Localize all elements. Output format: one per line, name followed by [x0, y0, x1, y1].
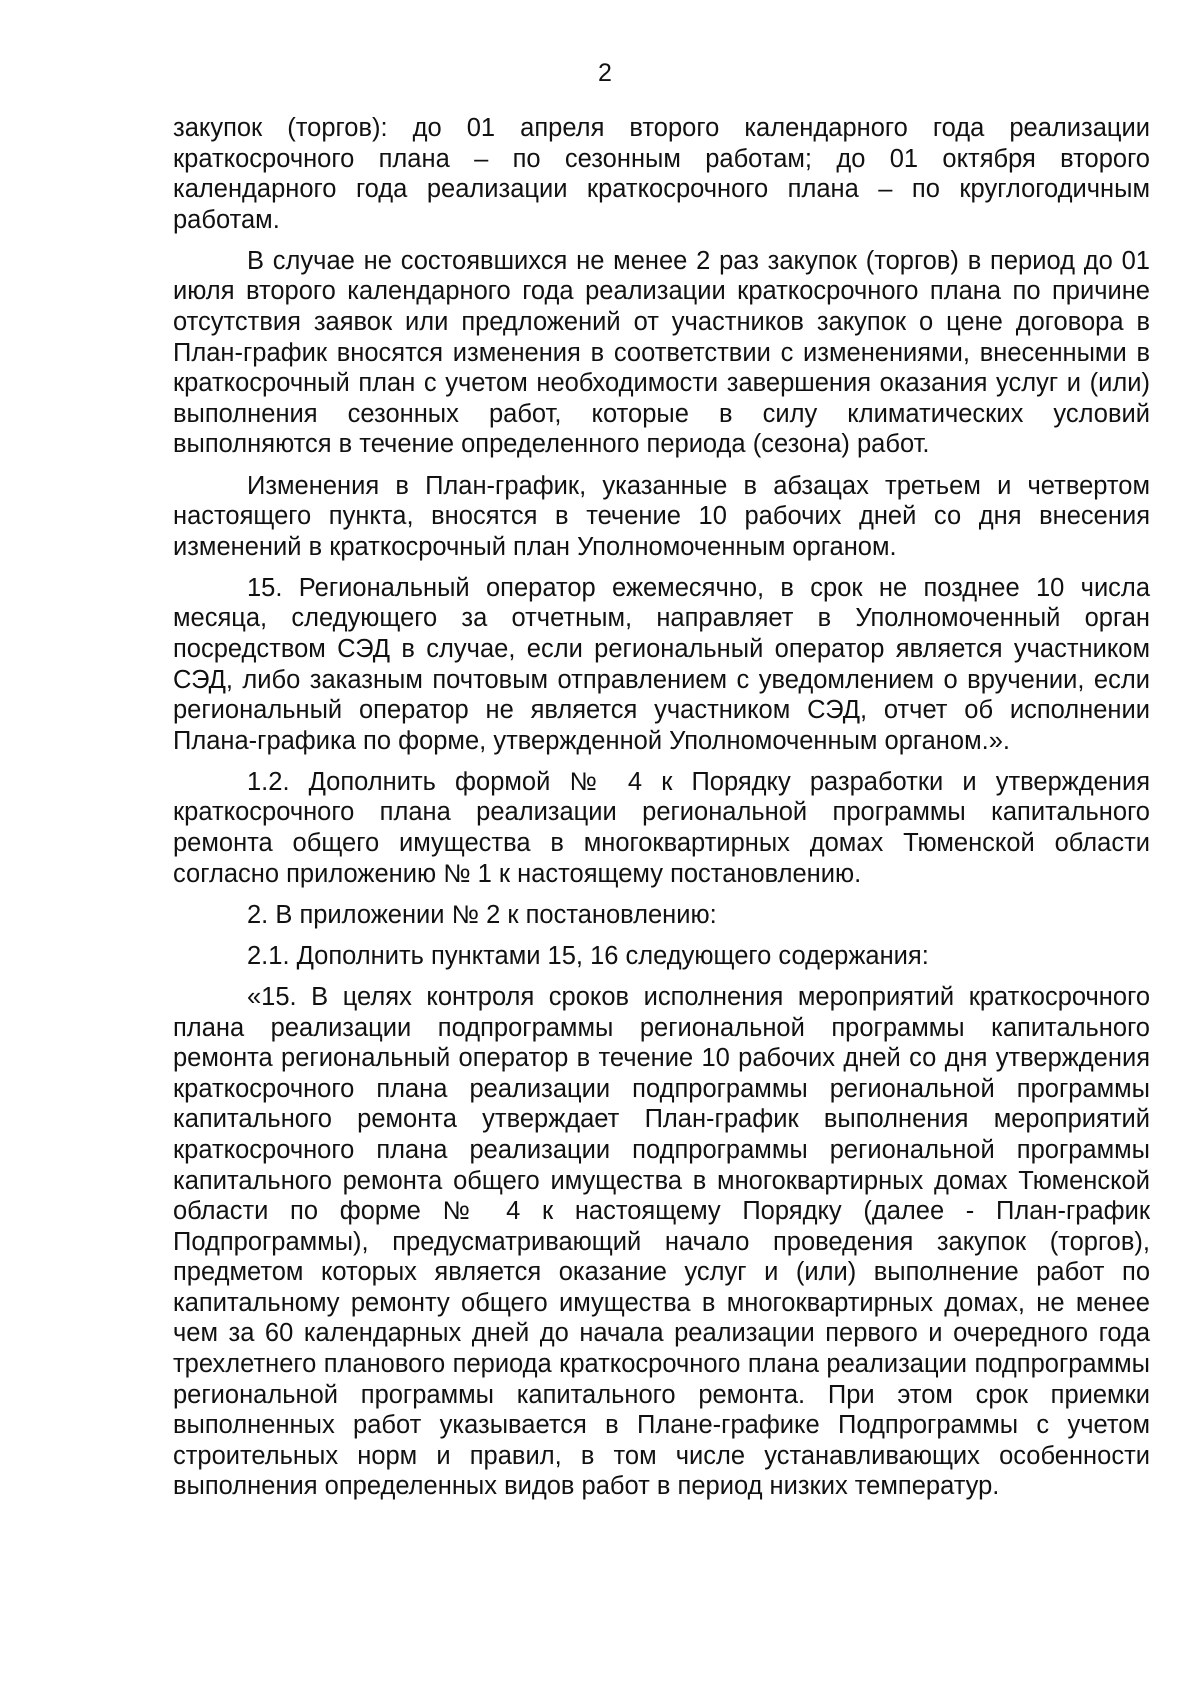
- paragraph-item-2-1: 2.1. Дополнить пунктами 15, 16 следующего содержания:: [247, 941, 929, 970]
- paragraph-schedule-changes: Изменения в План-график, указанные в абзацах третьем и четвертом настоящего пункта, вносятся в течение 10 рабочих дней со дня внесения изменений в краткосрочный план Уполномоченным органом.: [173, 471, 1150, 561]
- paragraph-new-item-15: «15. В целях контроля сроков исполнения мероприятий краткосрочного плана реализации подпрограммы региональной программы капитального ремонта региональный оператор в течение 10 рабочих дней со дня утверждения краткосрочного плана реализации подпрограммы региональной программы капитального ремонта утверждает План-график выполнения мероприятий краткосрочного плана реализации подпрограммы региональной программы капитального ремонта общего имущества в многоквартирных домах Тюменской области по форме № 4 к настоящему Порядку (далее - План-график Подпрограммы), предусматривающий начало проведения закупок (торгов), предметом которых является оказание услуг и (или) выполнение работ по капитальному ремонту общего имущества в многоквартирных домах, не менее чем за 60 календарных дней до начала реализации первого и очередного года трехлетнего планового периода краткосрочного плана реализации подпрограммы региональной программы капитального ремонта. При этом срок приемки выполненных работ указывается в Плане-графике Подпрограммы с учетом строительных норм и правил, в том числе устанавливающих особенности выполнения определенных видов работ в период низких температур.: [173, 982, 1150, 1501]
- paragraph-item-15-report: 15. Региональный оператор ежемесячно, в срок не позднее 10 числа месяца, следующего за отчетным, направляет в Уполномоченный орган посредством СЭД в случае, если региональный оператор является участником СЭД, либо заказным почтовым отправлением с уведомлением о вручении, если региональный оператор не является участником СЭД, отчет об исполнении Плана-графика по форме, утвержденной Уполномоченным органом.».: [173, 573, 1150, 755]
- paragraph-failed-procurements: В случае не состоявшихся не менее 2 раз закупок (торгов) в период до 01 июля второго календарного года реализации краткосрочного плана по причине отсутствия заявок или предложений от участников закупок о цене договора в План-график вносятся изменения в соответствии с изменениями, внесенными в краткосрочный план с учетом необходимости завершения оказания услуг и (или) выполнения сезонных работ, которые в силу климатических условий выполняются в течение определенного периода (сезона) работ.: [173, 246, 1150, 459]
- paragraph-item-1-2: 1.2. Дополнить формой № 4 к Порядку разработки и утверждения краткосрочного плана реализации региональной программы капитального ремонта общего имущества в многоквартирных домах Тюменской области согласно приложению № 1 к настоящему постановлению.: [173, 767, 1150, 888]
- paragraph-item-2: 2. В приложении № 2 к постановлению:: [247, 900, 717, 929]
- page-number: 2: [598, 59, 612, 87]
- paragraph-continuation: закупок (торгов): до 01 апреля второго календарного года реализации краткосрочного плана – по сезонным работам; до 01 октября второго календарного года реализации краткосрочного плана – по круглогодичным работам.: [173, 114, 1150, 234]
- document-body: [173, 113, 1150, 1513]
